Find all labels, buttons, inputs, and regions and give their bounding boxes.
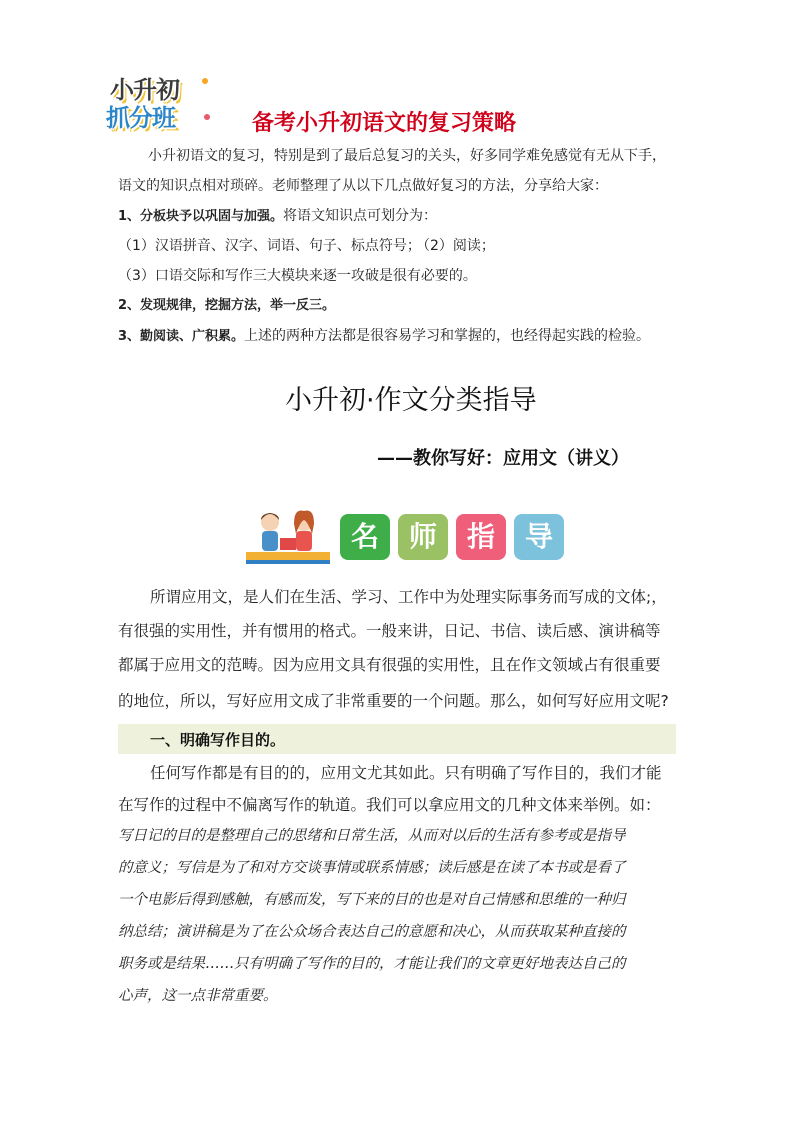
badge-zhi-text: 指	[466, 520, 495, 553]
page-title: 备考小升初语文的复习策略	[252, 111, 517, 136]
body-line-4: 的地位，所以，写好应用文成了非常重要的一个问题。那么，如何写好应用文呢?	[118, 692, 669, 710]
logo-dot	[202, 78, 208, 84]
intro-point-1-sub-2: （2）阅读；	[416, 238, 495, 254]
main-title: 小升初·作文分类指导	[285, 385, 537, 416]
example-line-1: 写日记的目的是整理自己的思绪和日常生活，从而对以后的生活有参考或是指导	[118, 828, 626, 844]
example-line-4: 纳总结；演讲稿是为了在公众场合表达自己的意愿和决心，从而获取某种直接的	[118, 924, 626, 940]
section-heading: 一、明确写作目的。	[150, 731, 286, 749]
main-subtitle: ——教你写好：应用文（讲义）	[377, 448, 629, 469]
brand-logo	[104, 68, 212, 130]
example-line-3: 一个电影后得到感触，有感而发，写下来的目的也是对自己情感和思维的一种归	[118, 892, 626, 908]
teacher-guide-banner	[242, 508, 572, 568]
badge-zhi	[456, 514, 506, 560]
point-1-title: 1、分板块予以巩固与加强。	[118, 209, 284, 224]
section-line-2: 在写作的过程中不偏离写作的轨道。我们可以拿应用文的几种文体来举例。如：	[118, 796, 661, 814]
badge-ming-text: 名	[350, 520, 379, 553]
intro-point-1-sub-3: （3）口语交际和写作三大模块来逐一攻破是很有必要的。	[118, 268, 477, 284]
section-heading-bar	[118, 724, 676, 754]
body-line-2: 有很强的实用性，并有惯用的格式。一般来讲，日记、书信、读后感、演讲稿等	[118, 622, 661, 640]
intro-line-1: 小升初语文的复习，特别是到了最后总复习的关头，好多同学难免感觉有无从下手，	[148, 148, 666, 164]
badge-dao	[514, 514, 564, 560]
section-line-1: 任何写作都是有目的的，应用文尤其如此。只有明确了写作目的，我们才能	[150, 764, 662, 782]
example-line-6: 心声，这一点非常重要。	[118, 988, 278, 1004]
intro-point-2: 2、发现规律，挖掘方法，举一反三。	[118, 298, 336, 313]
intro-point-1-sub-1: （1）汉语拼音、汉字、词语、句子、标点符号；	[118, 238, 421, 254]
intro-point-1	[118, 206, 437, 227]
badge-shi-text: 师	[408, 520, 437, 553]
example-line-5: 职务或是结果……只有明确了写作的目的，才能让我们的文章更好地表达自己的	[118, 956, 626, 972]
body-line-1: 所谓应用文，是人们在生活、学习、工作中为处理实际事务而写成的文体;，	[150, 588, 667, 606]
logo-line-1: 小升初	[110, 76, 179, 104]
badge-dao-text: 导	[524, 520, 553, 553]
point-1-text: 将语文知识点可划分为：	[283, 208, 438, 224]
intro-point-3	[118, 326, 650, 347]
point-3-text: 上述的两种方法都是很容易学习和掌握的，也经得起实践的检验。	[244, 328, 651, 344]
logo-dot	[204, 114, 210, 120]
badge-shi	[398, 514, 448, 560]
teacher-student-illustration	[242, 508, 334, 568]
body-line-3: 都属于应用文的范畴。因为应用文具有很强的实用性，且在作文领域占有很重要	[118, 656, 661, 674]
intro-line-2: 语文的知识点相对琐碎。老师整理了从以下几点做好复习的方法，分享给大家：	[118, 178, 608, 194]
badge-ming	[340, 514, 390, 560]
point-3-title: 3、勤阅读、广积累。	[118, 329, 245, 344]
logo-line-2: 抓分班	[106, 104, 175, 132]
example-line-2: 的意义；写信是为了和对方交谈事情或联系情感；读后感是在读了本书或是看了	[118, 860, 626, 876]
